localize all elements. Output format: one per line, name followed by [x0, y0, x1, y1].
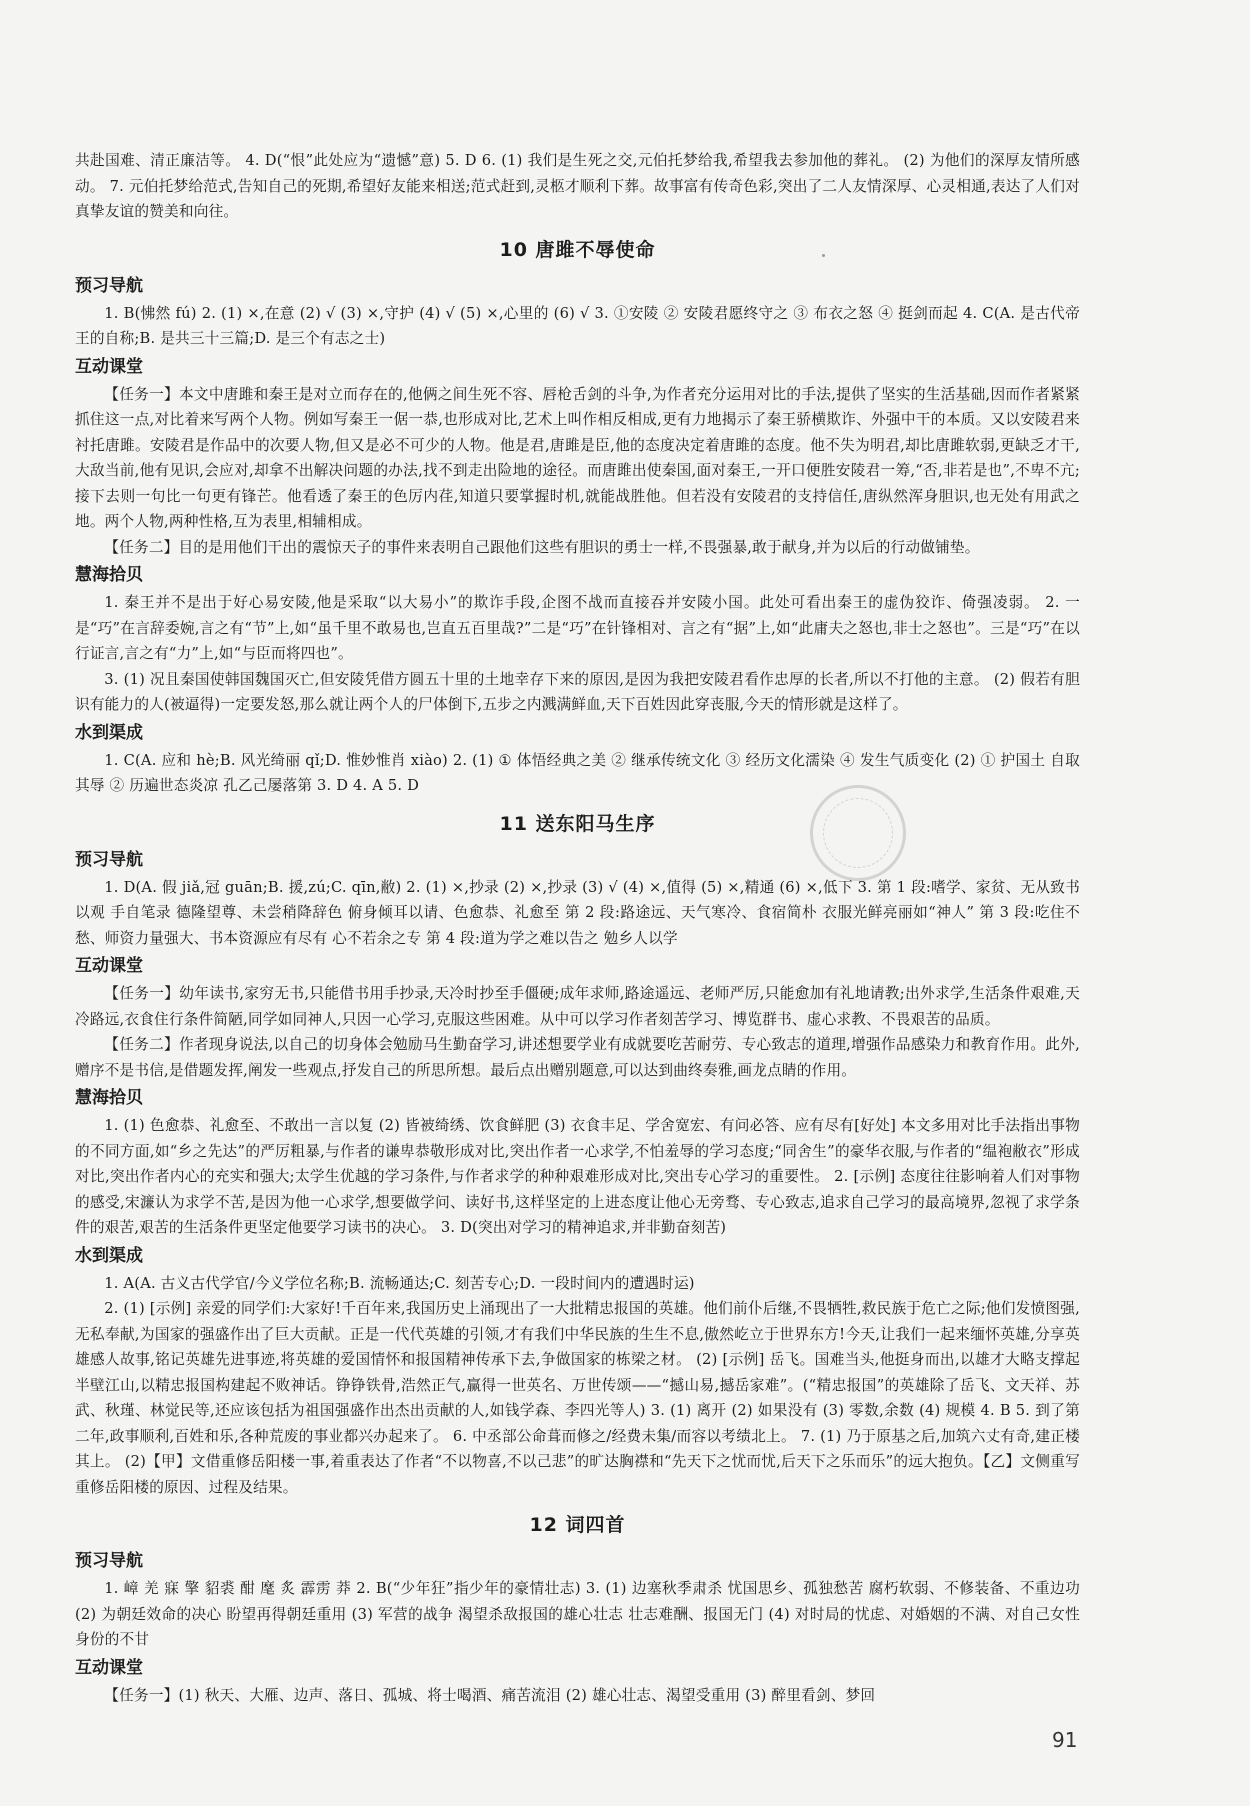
paragraph: 【任务一】幼年读书,家穷无书,只能借书用手抄录,天冷时抄至手僵硬;成年求师,路途遥远、老师严厉,只能愈加有礼地请教;出外求学,生活条件艰难,天冷路远,衣食住行条件简陋,同学如同神人,只因一心学习,克服这些困难。从中可以学习作者刻苦学习、博览群书、虚心求教、不畏艰苦的品质。	[75, 985, 1080, 1028]
paragraph: 【任务二】作者现身说法,以自己的切身体会勉励马生勤奋学习,讲述想要学业有成就要吃苦耐劳、专心致志的道理,增强作品感染力和教育作用。此外,赠序不是书信,是借题发挥,阐发一些观点,抒发自己的所思所想。最后点出赠别题意,可以达到曲终奏雅,画龙点睛的作用。	[75, 1036, 1080, 1079]
lesson-title: 12 词四首	[529, 1514, 626, 1536]
paragraph: 共赴国难、清正廉洁等。 4. D(“恨”此处应为“遗憾”意) 5. D 6. (1) 我们是生死之交,元伯托梦给我,希望我去参加他的葬礼。 (2) 为他们的深厚友情所感动。 7. 元伯托梦给范式,告知自己的死期,希望好友能来相送;范式赶到,灵柩才顺利下葬。故事富有传奇色彩,突出了二人友情深厚、心灵相通,表达了人们对真挚友谊的赞美和向往。	[75, 152, 1080, 220]
section-heading: 互动课堂	[75, 356, 143, 377]
paragraph: 1. D(A. 假 jiǎ,冠 guān;B. 援,zú;C. qīn,敝) 2. (1) ×,抄录 (2) ×,抄录 (3) √ (4) ×,值得 (5) ×,精通 (6) ×,低下 3. 第 1 段:嗜学、家贫、无从致书以观 手自笔录 德隆望尊、未尝稍降辞色 俯身倾耳以请、色愈恭、礼愈至 第 2 段:路途远、天气寒冷、食宿简朴 衣服光鲜亮丽如“神人” 第 3 段:吃住不愁、师资力量强大、书本资源应有尽有 心不若余之专 第 4 段:道为学之难以告之 勉乡人以学	[75, 878, 1080, 947]
answer-key-page	[75, 148, 1080, 1708]
paragraph: 1. B(怫然 fú) 2. (1) ×,在意 (2) √ (3) ×,守护 (4) √ (5) ×,心里的 (6) √ 3. ①安陵 ② 安陵君愿终守之 ③ 布衣之怒 ④ 挺剑而起 4. C(A. 是古代帝王的自称;B. 是共三十三篇;D. 是三个有志之士)	[75, 304, 1080, 347]
paragraph: 1. 嶂 羌 寐 擎 貂裘 酣 麾 炙 霹雳 莽 2. B(“少年狂”指少年的豪情壮志) 3. (1) 边塞秋季肃杀 忧国思乡、孤独愁苦 腐朽软弱、不修装备、不重边功 (2) 为朝廷效命的决心 盼望再得朝廷重用 (3) 军营的战争 渴望杀敌报国的雄心壮志 壮志难酬、报国无门 (4) 对时局的忧虑、对婚姻的不满、对自己女性身份的不甘	[75, 1580, 1080, 1648]
section-heading: 水到渠成	[75, 722, 143, 743]
section-heading: 预习导航	[75, 849, 143, 870]
paragraph: 1. C(A. 应和 hè;B. 风光绮丽 qǐ;D. 惟妙惟肖 xiào) 2. (1) ① 体悟经典之美 ② 继承传统文化 ③ 经历文化濡染 ④ 发生气质变化 (2) ① 护国土 自取其辱 ② 历遍世态炎凉 孔乙己屡落第 3. D 4. A 5. D	[75, 751, 1080, 794]
section-heading: 互动课堂	[75, 956, 143, 976]
section-heading: 慧海拾贝	[75, 1088, 143, 1108]
section-heading: 预习导航	[75, 275, 143, 296]
section-heading: 水到渠成	[75, 1245, 143, 1266]
paragraph: 2. (1) [示例] 亲爱的同学们:大家好!千百年来,我国历史上涌现出了一大批精忠报国的英雄。他们前仆后继,不畏牺牲,救民族于危亡之际;他们发愤图强,无私奉献,为国家的强盛作出了巨大贡献。正是一代代英雄的引领,才有我们中华民族的生生不息,傲然屹立于世界东方!今天,让我们一起来缅怀英雄,分享英雄感人故事,铭记英雄先进事迹,将英雄的爱国情怀和报国精神传承下去,争做国家的栋梁之材。 (2) [示例] 岳飞。国难当头,他挺身而出,以雄才大略支撑起半壁江山,以精忠报国构建起不败神话。铮铮铁骨,浩然正气,赢得一世英名、万世传颂——“撼山易,撼岳家难”。(“精忠报国”的英雄除了岳飞、文天祥、苏武、秋瑾、林觉民等,还应该包括为祖国强盛作出杰出贡献的人,如钱学森、李四光等人) 3. (1) 离开 (2) 如果没有 (3) 零数,余数 (4) 规模 4. B 5. 到了第二年,政事顺利,百姓和乐,各种荒废的事业都兴办起来了。 6. 中丞部公命葺而修之/经费未集/而容以考绩北上。 7. (1) 乃于原基之后,加筑六丈有奇,建正楼其上。 (2)【甲】文借重修岳阳楼一事,着重表达了作者“不以物喜,不以己悲”的旷达胸襟和“先天下之忧而忧,后天下之乐而乐”的远大抱负。【乙】文侧重写重修岳阳楼的原因、过程及结果。	[75, 1300, 1080, 1496]
paragraph: 【任务二】目的是用他们干出的震惊天子的事件来表明自己跟他们这些有胆识的勇士一样,不畏强暴,敢于献身,并为以后的行动做铺垫。	[104, 538, 980, 556]
section-heading: 慧海拾贝	[75, 565, 143, 585]
lesson-12	[75, 1504, 1080, 1708]
lesson-10	[75, 229, 1080, 799]
paragraph: 1. 秦王并不是出于好心易安陵,他是采取“以大易小”的欺诈手段,企图不战而直接吞并安陵小国。此处可看出秦王的虚伪狡诈、倚强凌弱。 2. 一是“巧”在言辞委婉,言之有“节”上,如“虽千里不敢易也,岂直五百里哉?”二是“巧”在针锋相对、言之有“据”上,如“此庸夫之怒也,非士之怒也”。三是“巧”在以行证言,言之有“力”上,如“与臣而将四也”。	[75, 594, 1080, 662]
section-heading: 互动课堂	[75, 1657, 143, 1678]
paragraph: 3. (1) 况且秦国使韩国魏国灭亡,但安陵凭借方圆五十里的土地幸存下来的原因,是因为我把安陵君看作忠厚的长者,所以不打他的主意。 (2) 假若有胆识有能力的人(被逼得)一定要发怒,那么就让两个人的尸体倒下,五步之内溅满鲜血,天下百姓因此穿丧服,今天的情形就是这样了。	[75, 670, 1080, 713]
page-number: 91	[1052, 1728, 1078, 1752]
paragraph: 1. A(A. 古义古代学官/今义学位名称;B. 流畅通达;C. 刻苦专心;D. 一段时间内的遭遇时运)	[104, 1274, 695, 1292]
lesson-11	[75, 803, 1080, 1501]
paragraph: 【任务一】(1) 秋天、大雁、边声、落日、孤城、将士喝酒、痛苦流泪 (2) 雄心壮志、渴望受重用 (3) 醉里看剑、梦回	[104, 1686, 876, 1704]
section-heading: 预习导航	[75, 1551, 143, 1571]
lesson-title: 11 送东阳马生序	[499, 812, 656, 835]
lesson-title: 10 唐雎不辱使命	[499, 238, 656, 261]
paragraph: 【任务一】本文中唐雎和秦王是对立而存在的,他俩之间生死不容、唇枪舌剑的斗争,为作者充分运用对比的手法,提供了坚实的生活基础,因而作者紧紧抓住这一点,对比着来写两个人物。例如写秦王一倨一恭,也形成对比,艺术上叫作相反相成,更有力地揭示了秦王骄横欺诈、外强中干的本质。又以安陵君来衬托唐雎。安陵君是作品中的次要人物,但又是必不可少的人物。他是君,唐雎是臣,他的态度决定着唐雎的态度。他不失为明君,却比唐雎软弱,更缺乏才干,大敌当前,他有见识,会应对,却拿不出解决问题的办法,找不到走出险地的途径。而唐雎出使秦国,面对秦王,一开口便胜安陵君一筹,“否,非若是也”,不卑不亢;接下去则一句比一句更有锋芒。他看透了秦王的色厉内荏,知道只要掌握时机,就能战胜他。但若没有安陵君的支持信任,唐纵然浑身胆识,也无处有用武之地。两个人物,两种性格,互为表里,相辅相成。	[75, 385, 1080, 530]
paragraph: 1. (1) 色愈恭、礼愈至、不敢出一言以复 (2) 皆被绮绣、饮食鲜肥 (3) 衣食丰足、学舍宽宏、有问必答、应有尽有[好处] 本文多用对比手法指出事物的不同方面,如“乡之先达”的严厉粗暴,与作者的谦卑恭敬形成对比,突出作者一心求学,不怕羞辱的学习态度;“同舍生”的豪华衣服,与作者的“缊袍敝衣”形成对比,突出作者内心的充实和强大;太学生优越的学习条件,与作者求学的种种艰难形成对比,突出专心学习的重要性。 2. [示例] 态度往往影响着人们对事物的感受,宋濂认为求学不苦,是因为他一心求学,想要做学问、读好书,这样坚定的上进态度让他心无旁骛、专心致志,追求自己学习的最高境界,忽视了求学条件的艰苦,艰苦的生活条件更坚定他要学习读书的决心。 3. D(突出对学习的精神追求,并非勤奋刻苦)	[75, 1117, 1080, 1236]
